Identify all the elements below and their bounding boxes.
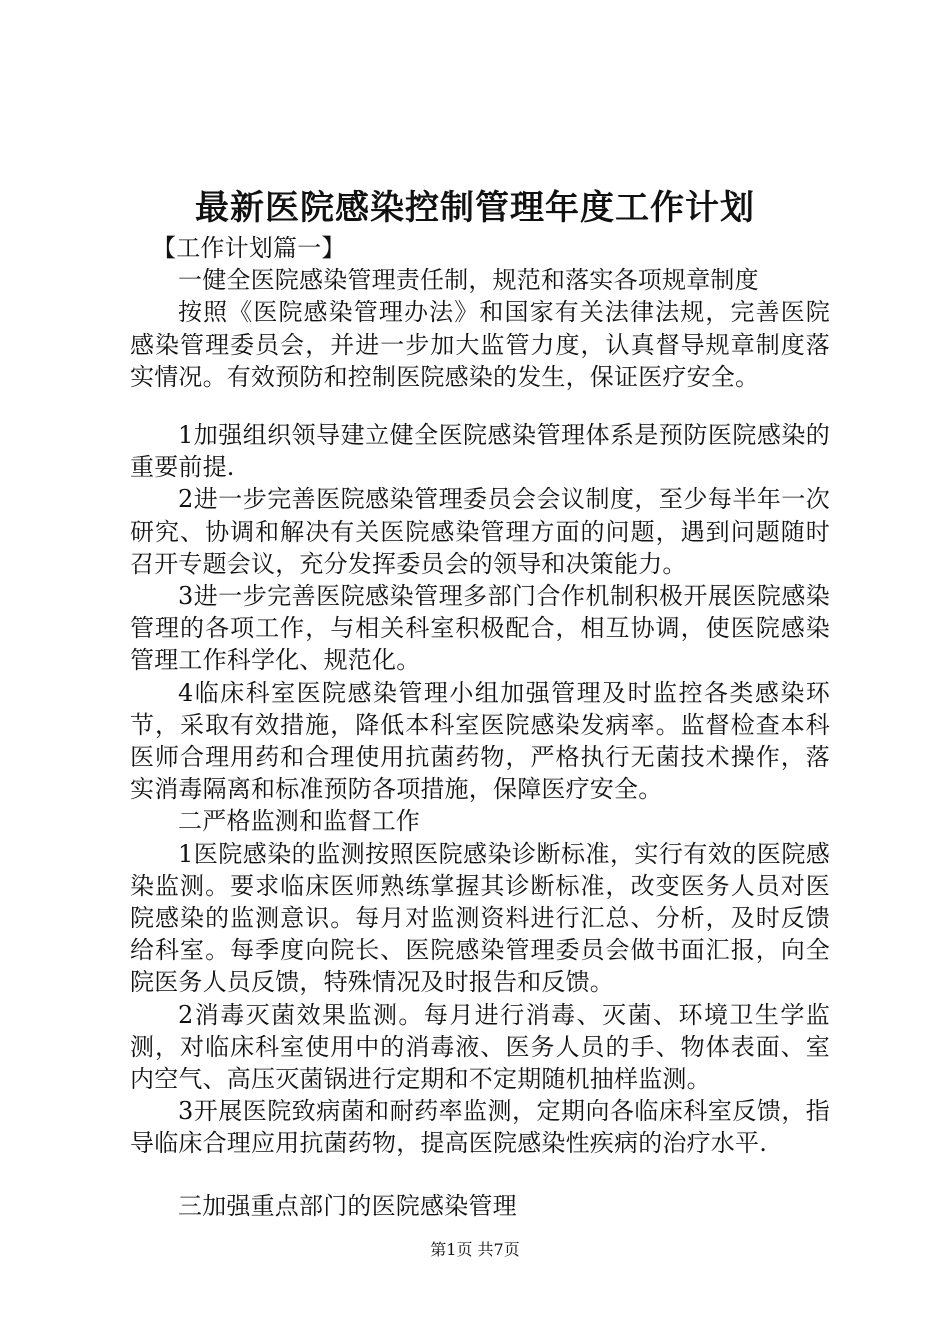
section-heading-3: 三加强重点部门的医院感染管理 [178, 1191, 517, 1220]
section-heading-2: 二严格监测和监督工作 [178, 807, 420, 836]
document-body [130, 232, 830, 1222]
document-title: 最新医院感染控制管理年度工作计划 [195, 188, 755, 228]
paragraph-item-2-1: 1医院感染的监测按照医院感染诊断标准，实行有效的医院感染监测。要求临床医师熟练掌握其诊断标准，改变医务人员对医院感染的监测意识。每月对监测资料进行汇总、分析，及时反馈给科室。每季度向院长、医院感染管理委员会做书面汇报，向全院医务人员反馈，特殊情况及时报告和反馈。 [130, 839, 830, 997]
paragraph-item-1-1: 1加强组织领导建立健全医院感染管理体系是预防医院感染的重要前提. [130, 421, 830, 482]
paragraph-item-1-2: 2进一步完善医院感染管理委员会会议制度，至少每半年一次研究、协调和解决有关医院感染管理方面的问题，遇到问题随时召开专题会议，充分发挥委员会的领导和决策能力。 [130, 485, 830, 578]
page-number-footer: 第1页 共7页 [430, 1240, 520, 1259]
section-label: 【工作计划篇一】 [152, 234, 346, 262]
section-heading-1: 一健全医院感染管理责任制，规范和落实各项规章制度 [178, 266, 759, 295]
paragraph-intro: 按照《医院感染管理办法》和国家有关法律法规，完善医院感染管理委员会，并进一步加大监管力度，认真督导规章制度落实情况。有效预防和控制医院感染的发生，保证医疗安全。 [130, 298, 830, 391]
paragraph-item-2-3: 3开展医院致病菌和耐药率监测，定期向各临床科室反馈，指导临床合理应用抗菌药物，提高医院感染性疾病的治疗水平. [130, 1097, 830, 1158]
paragraph-item-1-3: 3进一步完善医院感染管理多部门合作机制积极开展医院感染管理的各项工作，与相关科室积极配合，相互协调，使医院感染管理工作科学化、规范化。 [130, 582, 830, 675]
paragraph-item-1-4: 4临床科室医院感染管理小组加强管理及时监控各类感染环节，采取有效措施，降低本科室医院感染发病率。监督检查本科医师合理用药和合理使用抗菌药物，严格执行无菌技术操作，落实消毒隔离和标准预防各项措施，保障医疗安全。 [130, 678, 830, 804]
paragraph-item-2-2: 2消毒灭菌效果监测。每月进行消毒、灭菌、环境卫生学监测，对临床科室使用中的消毒液、医务人员的手、物体表面、室内空气、高压灭菌锅进行定期和不定期随机抽样监测。 [130, 1000, 830, 1094]
